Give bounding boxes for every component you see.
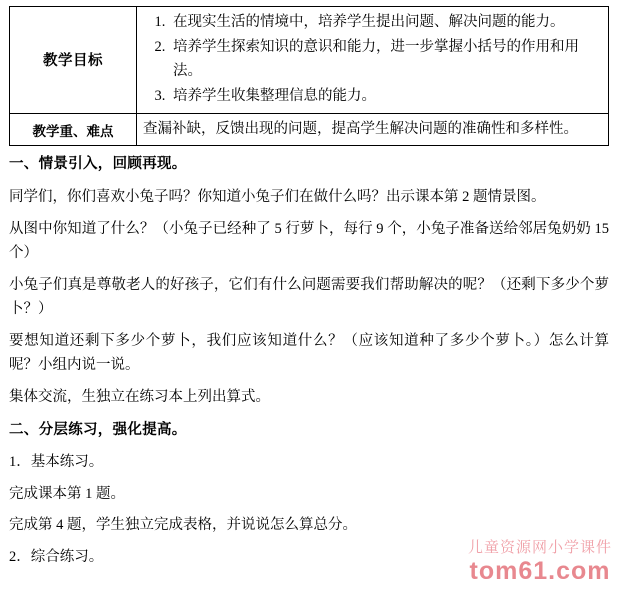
row-content-teaching-objectives bbox=[137, 7, 609, 114]
section-heading-2: 二、分层练习，强化提高。 bbox=[9, 421, 187, 438]
list-item: 3. 培养学生收集整理信息的能力。 bbox=[169, 85, 602, 108]
row-content-key-difficult-points: 查漏补缺，反馈出现的问题，提高学生解决问题的准确性和多样性。 bbox=[137, 113, 609, 145]
watermark-site-name: 儿童资源网小学课件 bbox=[467, 539, 612, 556]
objectives-list bbox=[143, 11, 602, 109]
table-row-key-points bbox=[10, 113, 609, 145]
body-paragraph-8: 完成第 4 题，学生独立完成表格，并说说怎么算总分。 bbox=[9, 517, 357, 534]
body-paragraph-1: 同学们，你们喜欢小兔子吗？你知道小兔子们在做什么吗？出示课本第 2 题情景图。 bbox=[9, 188, 546, 205]
document-page bbox=[0, 6, 618, 589]
section-heading-1: 一、情景引入，回顾再现。 bbox=[9, 156, 187, 173]
body-paragraph-5: 集体交流，生独立在练习本上列出算式。 bbox=[9, 389, 270, 406]
watermark-site-url: tom61.com bbox=[469, 556, 611, 585]
body-paragraph-6: 1．基本练习。 bbox=[9, 454, 104, 471]
body-paragraph-9: 2．综合练习。 bbox=[9, 548, 104, 565]
row-label-key-difficult-points: 教学重、难点 bbox=[10, 113, 137, 145]
lesson-body bbox=[9, 146, 609, 569]
list-item: 2. 培养学生探索知识的意识和能力，进一步掌握小括号的作用和用法。 bbox=[169, 36, 602, 83]
table-row-objectives bbox=[10, 7, 609, 114]
body-paragraph-7: 完成课本第 1 题。 bbox=[9, 485, 125, 502]
lesson-objectives-table bbox=[9, 6, 609, 146]
body-paragraph-2: 从图中你知道了什么？（小兔子已经种了 5 行萝卜，每行 9 个，小兔子准备送给邻居兔奶奶 15 个） bbox=[9, 221, 609, 261]
row-label-teaching-objectives: 教学目标 bbox=[10, 7, 137, 114]
list-item: 1. 在现实生活的情境中，培养学生提出问题、解决问题的能力。 bbox=[169, 11, 602, 34]
body-paragraph-3: 小兔子们真是尊敬老人的好孩子，它们有什么问题需要我们帮助解决的呢？（还剩下多少个萝卜？） bbox=[9, 277, 609, 317]
body-paragraph-4: 要想知道还剩下多少个萝卜，我们应该知道什么？（应该知道种了多少个萝卜。）怎么计算呢？小组内说一说。 bbox=[9, 333, 609, 373]
